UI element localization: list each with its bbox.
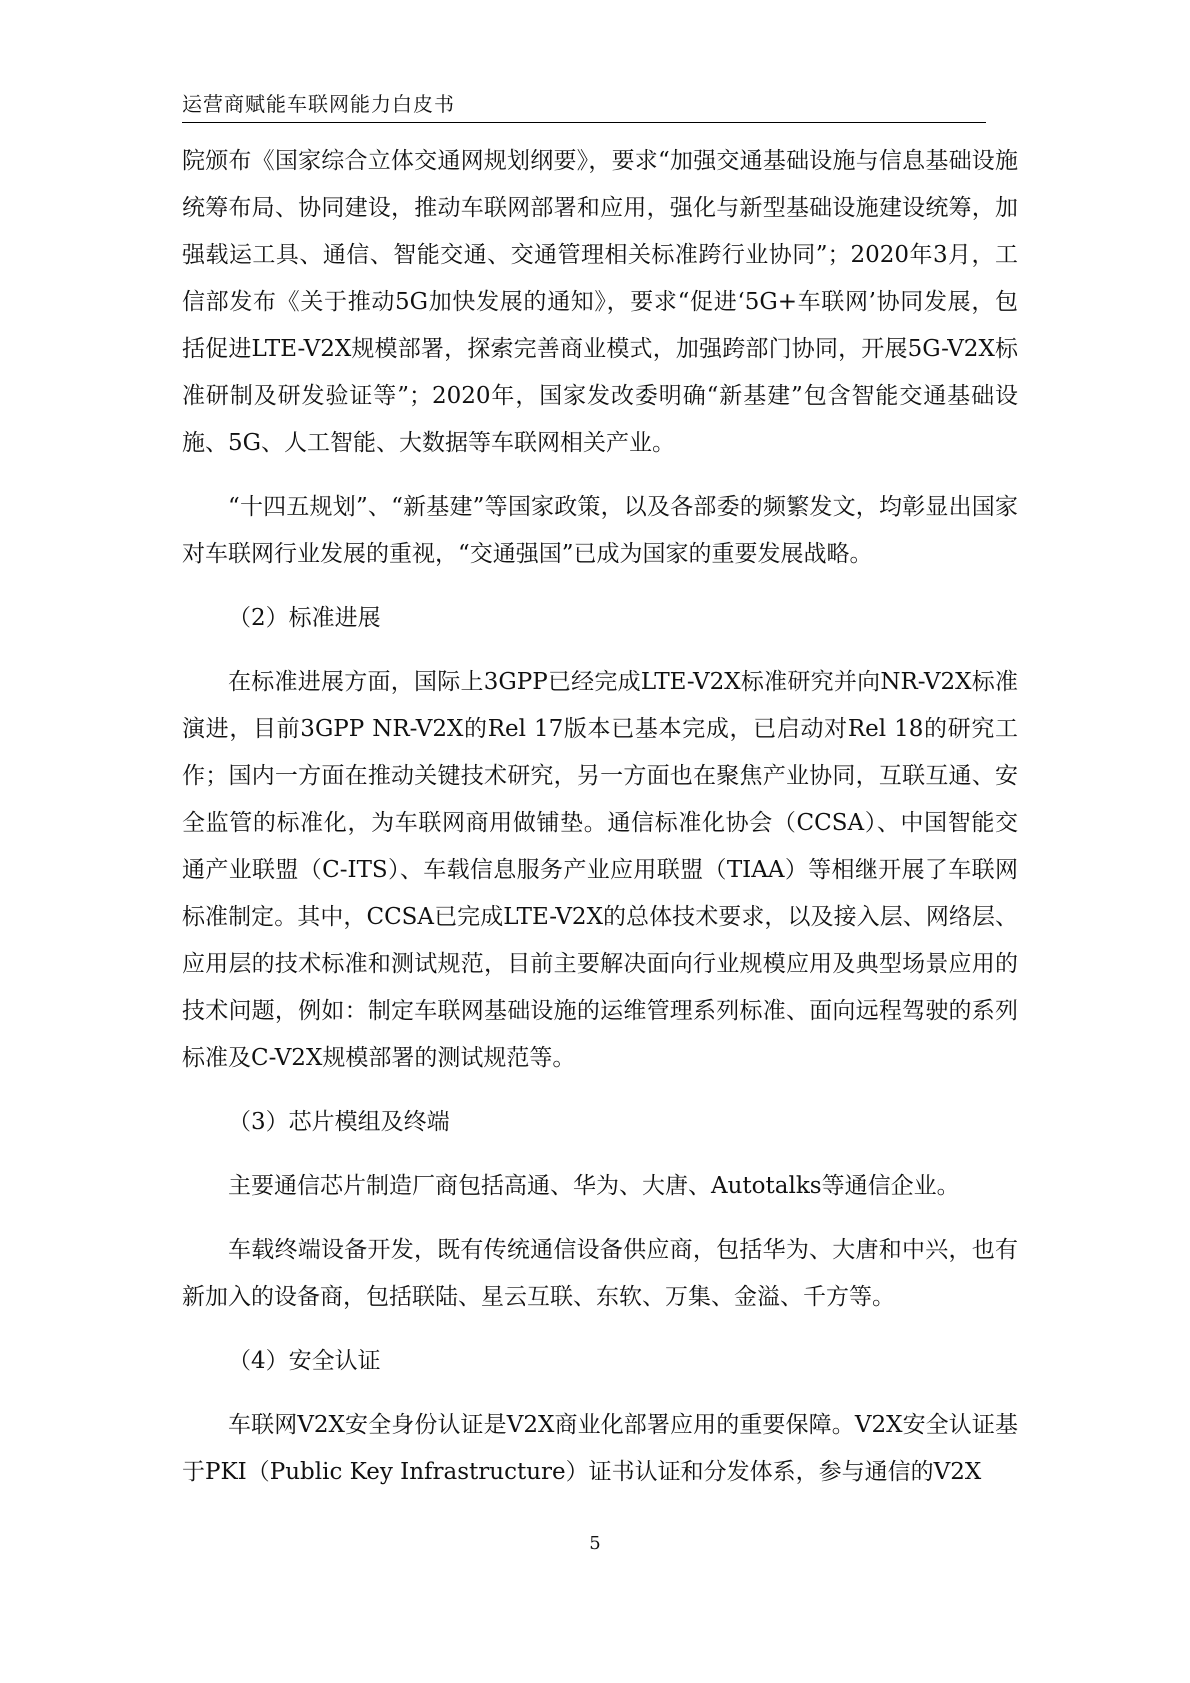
section-heading-security: （4）安全认证 bbox=[228, 1348, 381, 1374]
paragraph-policy-summary: “十四五规划”、“新基建”等国家政策，以及各部委的频繁发文，均彰显出国家对车联网行业发展的重视，“交通强国”已成为国家的重要发展战略。 bbox=[182, 494, 1018, 567]
section-heading-chips-terminals: （3）芯片模组及终端 bbox=[228, 1109, 450, 1135]
body-text bbox=[182, 138, 1018, 1496]
paragraph-security: 车联网V2X安全身份认证是V2X商业化部署应用的重要保障。V2X安全认证基于PKI（Public Key Infrastructure）证书认证和分发体系，参与通信的V2X bbox=[182, 1412, 1018, 1485]
paragraph-standards: 在标准进展方面，国际上3GPP已经完成LTE-V2X标准研究并向NR-V2X标准演进，目前3GPP NR-V2X的Rel 17版本已基本完成，已启动对Rel 18的研究工作；国内一方面在推动关键技术研究，另一方面也在聚焦产业协同，互联互通、安全监管的标准化，为车联网商用做铺垫。通信标准化协会（CCSA）、中国智能交通产业联盟（C-ITS）、车载信息服务产业应用联盟（TIAA）等相继开展了车联网标准制定。其中，CCSA已完成LTE-V2X的总体技术要求，以及接入层、网络层、应用层的技术标准和测试规范，目前主要解决面向行业规模应用及典型场景应用的技术问题，例如：制定车联网基础设施的运维管理系列标准、面向远程驾驶的系列标准及C-V2X规模部署的测试规范等。 bbox=[182, 669, 1018, 1071]
paragraph-policy-continued: 院颁布《国家综合立体交通网规划纲要》，要求“加强交通基础设施与信息基础设施统筹布局、协同建设，推动车联网部署和应用，强化与新型基础设施建设统筹，加强载运工具、通信、智能交通、交通管理相关标准跨行业协同”；2020年3月，工信部发布《关于推动5G加快发展的通知》，要求“促进‘5G+车联网’协同发展，包括促进LTE-V2X规模部署，探索完善商业模式，加强跨部门协同，开展5G-V2X标准研制及研发验证等”；2020年，国家发改委明确“新基建”包含智能交通基础设施、5G、人工智能、大数据等车联网相关产业。 bbox=[182, 148, 1018, 456]
page-number: 5 bbox=[589, 1533, 601, 1554]
paragraph-chip-vendors: 主要通信芯片制造厂商包括高通、华为、大唐、Autotalks等通信企业。 bbox=[228, 1173, 960, 1199]
section-heading-standards: （2）标准进展 bbox=[228, 605, 381, 631]
document-title: 运营商赋能车联网能力白皮书 bbox=[182, 92, 455, 116]
paragraph-terminal-vendors: 车载终端设备开发，既有传统通信设备供应商，包括华为、大唐和中兴，也有新加入的设备商，包括联陆、星云互联、东软、万集、金溢、千方等。 bbox=[182, 1237, 1018, 1310]
page-header bbox=[182, 90, 986, 123]
